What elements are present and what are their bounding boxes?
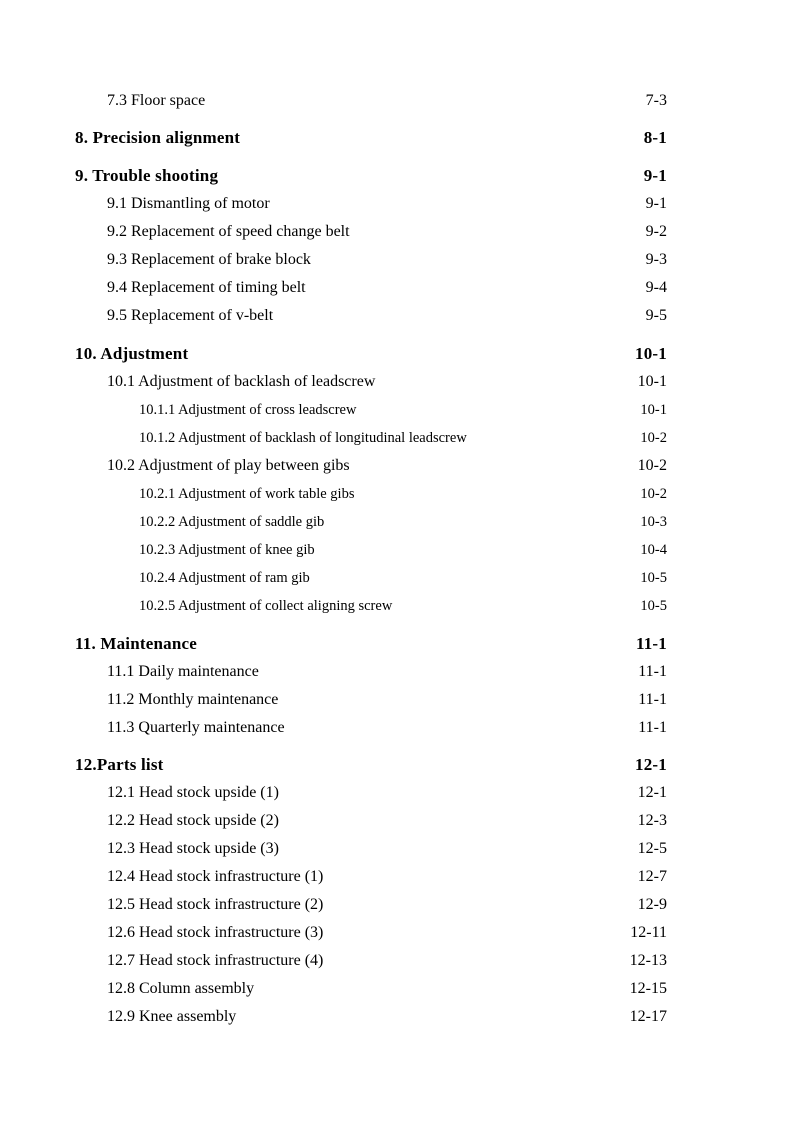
toc-entry-page: 10-2 [637, 457, 667, 474]
toc-entry-page: 12-5 [637, 840, 667, 857]
toc-entry [0, 837, 793, 861]
toc-entry [0, 454, 793, 478]
toc-entry-label: 10.2 Adjustment of play between gibs [107, 457, 350, 474]
toc-entry-page: 10-1 [637, 373, 667, 390]
toc-section [0, 164, 793, 188]
toc-subentry [0, 510, 793, 534]
toc-entry-label: 12.8 Column assembly [107, 980, 255, 997]
toc-entry [0, 809, 793, 833]
toc-subentry [0, 426, 793, 450]
toc-entry [0, 893, 793, 917]
toc-entry-label: 11.3 Quarterly maintenance [107, 719, 285, 736]
toc-entry-page: 9-1 [645, 195, 667, 212]
toc-entry-label: 10.1 Adjustment of backlash of leadscrew [107, 373, 376, 390]
toc-section-label: 12.Parts list [75, 755, 164, 774]
toc-entry-label: 9.4 Replacement of timing belt [107, 279, 306, 296]
toc-entry-page: 12-17 [629, 1008, 667, 1025]
toc-entry-label: 12.4 Head stock infrastructure (1) [107, 868, 324, 885]
toc-entry-label: 11.1 Daily maintenance [107, 663, 259, 680]
toc-section [0, 753, 793, 777]
toc-entry-page: 9-2 [645, 223, 667, 240]
toc-entry-label: 7.3 Floor space [107, 92, 206, 109]
toc-subentry-page: 10-1 [640, 402, 667, 418]
toc-subentry-label: 10.2.1 Adjustment of work table gibs [139, 486, 355, 502]
toc-entry-page: 9-5 [645, 307, 667, 324]
toc-entry-page: 11-1 [638, 719, 667, 736]
toc-entry-page: 7-3 [645, 92, 667, 109]
toc-subentry [0, 566, 793, 590]
toc-section-label: 8. Precision alignment [75, 128, 241, 147]
toc-entry-label: 11.2 Monthly maintenance [107, 691, 279, 708]
toc-entry-page: 9-3 [645, 251, 667, 268]
toc-entry-page: 12-1 [637, 784, 667, 801]
toc-entry [0, 660, 793, 684]
toc-subentry-page: 10-2 [640, 430, 667, 446]
toc-entry-page: 12-13 [629, 952, 667, 969]
toc-subentry-page: 10-3 [640, 514, 667, 530]
toc-entry-page: 11-1 [638, 691, 667, 708]
toc-entry [0, 220, 793, 244]
toc-entry-label: 12.1 Head stock upside (1) [107, 784, 279, 801]
toc-entry [0, 716, 793, 740]
toc-entry-label: 9.5 Replacement of v-belt [107, 307, 274, 324]
toc-subentry [0, 398, 793, 422]
toc-subentry-label: 10.2.2 Adjustment of saddle gib [139, 514, 325, 530]
toc-entry-label: 12.3 Head stock upside (3) [107, 840, 279, 857]
toc-section [0, 126, 793, 150]
toc-section-label: 11. Maintenance [75, 634, 197, 653]
toc-entry [0, 781, 793, 805]
toc-entry [0, 89, 793, 113]
toc-entry-page: 12-15 [629, 980, 667, 997]
toc-entry [0, 688, 793, 712]
toc-entry-page: 12-11 [630, 924, 667, 941]
toc-entry-label: 12.6 Head stock infrastructure (3) [107, 924, 324, 941]
toc-section-label: 9. Trouble shooting [75, 166, 219, 185]
toc-section-label: 10. Adjustment [75, 344, 189, 363]
toc-entry-label: 9.1 Dismantling of motor [107, 195, 270, 212]
toc-section-page: 8-1 [643, 128, 667, 147]
toc-entry [0, 1005, 793, 1029]
toc-subentry-page: 10-4 [640, 542, 667, 558]
toc-section [0, 632, 793, 656]
toc-subentry [0, 594, 793, 618]
toc-entry [0, 977, 793, 1001]
toc-subentry-page: 10-5 [640, 570, 667, 586]
toc-entry-label: 12.2 Head stock upside (2) [107, 812, 279, 829]
toc-entry [0, 192, 793, 216]
toc-entry [0, 921, 793, 945]
toc-subentry-label: 10.2.5 Adjustment of collect aligning screw [139, 598, 393, 614]
toc-entry-page: 12-7 [637, 868, 667, 885]
toc-entry-page: 9-4 [645, 279, 667, 296]
toc-section [0, 342, 793, 366]
toc-entry-label: 12.7 Head stock infrastructure (4) [107, 952, 324, 969]
toc-subentry [0, 538, 793, 562]
toc-entry [0, 370, 793, 394]
toc-entry-label: 12.9 Knee assembly [107, 1008, 237, 1025]
toc-entry [0, 276, 793, 300]
toc-entry-page: 11-1 [638, 663, 667, 680]
toc-entry [0, 248, 793, 272]
toc-entry-label: 9.3 Replacement of brake block [107, 251, 311, 268]
toc-section-page: 9-1 [643, 166, 667, 185]
toc-entry-label: 12.5 Head stock infrastructure (2) [107, 896, 324, 913]
toc-entry [0, 865, 793, 889]
toc-subentry-label: 10.1.1 Adjustment of cross leadscrew [139, 402, 357, 418]
toc-subentry-label: 10.1.2 Adjustment of backlash of longitudinal leadscrew [139, 430, 467, 446]
toc-subentry-label: 10.2.4 Adjustment of ram gib [139, 570, 310, 586]
toc-section-page: 12-1 [635, 755, 667, 774]
toc-subentry-page: 10-2 [640, 486, 667, 502]
toc-section-page: 11-1 [635, 634, 667, 653]
toc-entry [0, 949, 793, 973]
toc-subentry-page: 10-5 [640, 598, 667, 614]
toc-section-page: 10-1 [635, 344, 667, 363]
toc-entry [0, 304, 793, 328]
toc-subentry [0, 482, 793, 506]
toc-subentry-label: 10.2.3 Adjustment of knee gib [139, 542, 315, 558]
toc-entry-page: 12-9 [637, 896, 667, 913]
toc-entry-label: 9.2 Replacement of speed change belt [107, 223, 350, 240]
toc-entry-page: 12-3 [637, 812, 667, 829]
